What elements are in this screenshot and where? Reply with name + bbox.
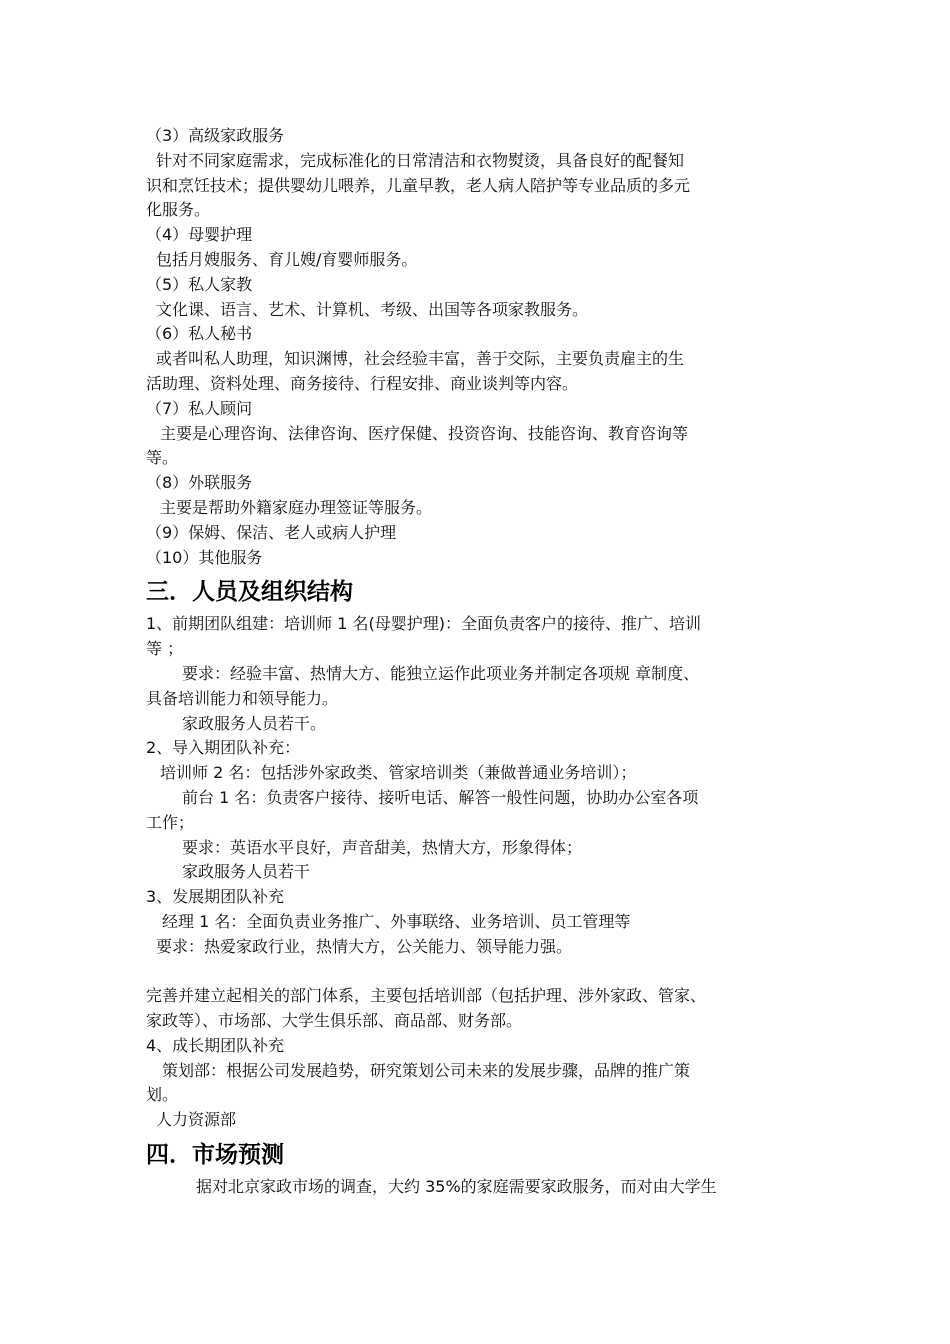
section-3-line: 家政服务人员若干 xyxy=(182,862,311,882)
item-6-body-line: 活助理、资料处理、商务接待、行程安排、商业谈判等内容。 xyxy=(146,373,579,393)
section-3-line: 人力资源部 xyxy=(156,1110,237,1130)
item-10-title: （10）其他服务 xyxy=(146,547,263,567)
item-7-body-line: 等。 xyxy=(146,448,179,468)
item-7-body-line: 主要是心理咨询、法律咨询、医疗保健、投资咨询、技能咨询、教育咨询等 xyxy=(160,423,689,443)
section-3-heading: 三．人员及组织结构 xyxy=(146,579,353,606)
section-3-line: 要求：英语水平良好，声音甜美，热情大方，形象得体； xyxy=(182,837,583,857)
item-4-title: （4）母婴护理 xyxy=(146,225,253,245)
section-4-heading: 四．市场预测 xyxy=(146,1142,284,1169)
section-3-line: 要求：经验丰富、热情大方、能独立运作此项业务并制定各项规 章制度、 xyxy=(182,663,700,683)
item-8-body: 主要是帮助外籍家庭办理签证等服务。 xyxy=(160,497,433,517)
item-8-title: （8）外联服务 xyxy=(146,473,253,493)
section-3-line: 前台 1 名：负责客户接待、接听电话、解答一般性问题，协助办公室各项 xyxy=(182,787,699,807)
document-page xyxy=(146,124,826,1200)
item-3-title: （3）高级家政服务 xyxy=(146,126,285,145)
section-3-line: 家政等）、市场部、大学生俱乐部、商品部、财务部。 xyxy=(146,1011,523,1031)
section-3-line: 工作； xyxy=(146,812,195,832)
item-7-title: （7）私人顾问 xyxy=(146,398,253,418)
item-4-body: 包括月嫂服务、育儿嫂/育婴师服务。 xyxy=(156,249,418,269)
blank-line xyxy=(146,960,826,985)
section-3-line: 具备培训能力和领导能力。 xyxy=(146,688,339,708)
section-3-line: 3、发展期团队补充 xyxy=(146,887,285,907)
section-4-line: 据对北京家政市场的调查，大约 35%的家庭需要家政服务，而对由大学生 xyxy=(196,1177,717,1197)
item-6-body-line: 或者叫私人助理，知识渊博，社会经验丰富，善于交际，主要负责雇主的生 xyxy=(156,349,685,369)
item-3-body-line: 针对不同家庭需求，完成标准化的日常清洁和衣物熨烫，具备良好的配餐知 xyxy=(156,150,685,170)
item-5-title: （5）私人家教 xyxy=(146,274,253,294)
item-5-body: 文化课、语言、艺术、计算机、考级、出国等各项家教服务。 xyxy=(156,299,589,319)
section-3-line: 划。 xyxy=(146,1085,179,1105)
section-3-line: 培训师 2 名：包括涉外家政类、管家培训类（兼做普通业务培训）； xyxy=(160,763,637,783)
section-3-line: 4、成长期团队补充 xyxy=(146,1035,285,1055)
section-3-line: 要求：热爱家政行业，热情大方，公关能力、领导能力强。 xyxy=(156,936,573,956)
item-6-title: （6）私人秘书 xyxy=(146,324,253,344)
section-3-line: 1、前期团队组建：培训师 1 名(母婴护理)：全面负责客户的接待、推广、培训 xyxy=(146,614,702,634)
item-3-body-line: 化服务。 xyxy=(146,200,211,220)
section-3-line: 2、导入期团队补充： xyxy=(146,738,301,758)
section-3-line: 家政服务人员若干。 xyxy=(182,713,327,733)
item-3-body-line: 识和烹饪技术；提供婴幼儿喂养，儿童早教，老人病人陪护等专业品质的多元 xyxy=(146,175,691,195)
item-9-title: （9）保姆、保洁、老人或病人护理 xyxy=(146,522,397,542)
section-3-line: 完善并建立起相关的部门体系，主要包括培训部（包括护理、涉外家政、管家、 xyxy=(146,986,707,1006)
section-3-line: 策划部：根据公司发展趋势，研究策划公司未来的发展步骤，品牌的推广策 xyxy=(162,1060,691,1080)
section-3-line: 等 ； xyxy=(146,639,184,659)
section-3-line: 经理 1 名：全面负责业务推广、外事联络、业务培训、员工管理等 xyxy=(162,911,631,931)
